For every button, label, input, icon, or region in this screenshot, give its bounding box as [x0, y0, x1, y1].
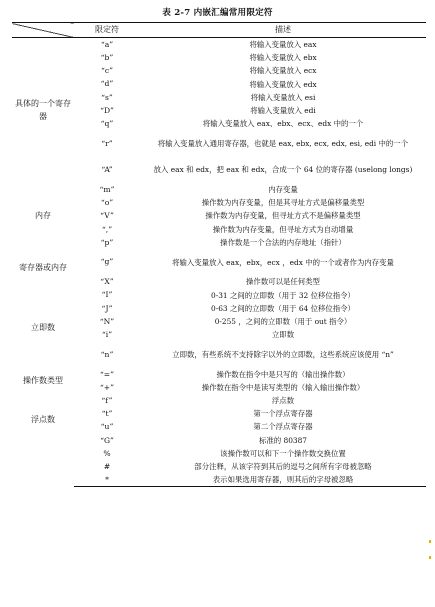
qualifier-cell: “D” — [100, 105, 114, 115]
table-row — [12, 421, 426, 434]
description-cell: 内存变量 — [268, 185, 298, 195]
qualifier-cell: “a” — [100, 39, 114, 49]
qualifier-cell: “d” — [100, 79, 114, 89]
table-row — [12, 434, 426, 447]
table-row — [12, 91, 426, 104]
description-cell: 标准的 80387 — [258, 435, 308, 445]
description-cell: 立即数 — [271, 330, 295, 340]
description-cell: 操作数是一个合法的内存地址（指针） — [220, 237, 346, 247]
qualifier-cell: # — [103, 461, 111, 471]
description-cell: 0-31 之间的立即数（用于 32 位移位指令） — [211, 290, 355, 300]
qualifier-cell: “,” — [101, 224, 113, 234]
description-cell: 将输入变量放入 eax — [249, 39, 317, 49]
qualifier-cell: “r” — [101, 138, 113, 148]
header-row — [12, 23, 426, 38]
qualifier-cell: “g” — [100, 257, 114, 267]
description-cell: 将输入变量放入通用寄存器，也就是 eax, ebx, ecx, edx, esi, edi 中的一个 — [157, 138, 409, 148]
description-cell: 部分注释，从该字符到其后的逗号之间所有字母被忽略 — [194, 462, 372, 472]
table-row — [12, 447, 426, 460]
qualifier-cell: “u” — [100, 422, 114, 432]
table-row — [12, 104, 426, 117]
description-cell: 将输入变量放入 edx — [249, 79, 317, 89]
description-cell: 将输入变量放入 ebx — [249, 53, 317, 63]
description-cell: 操作数为内存变量，但寻址方式为自动增量 — [212, 224, 354, 234]
description-cell: 0-255 ，之间的立即数（用于 out 指令） — [214, 316, 352, 326]
table-row — [12, 302, 426, 315]
qualifier-cell: “c” — [100, 66, 114, 76]
category-cell — [12, 447, 74, 487]
description-cell: 将输入变量放入 eax，ebx，ecx ，edx 中的一个或者作为内存变量 — [172, 257, 394, 267]
table-row — [12, 381, 426, 394]
description-cell: 将输入变量放入 eax、ebx、ecx、edx 中的一个 — [202, 119, 364, 129]
qualifier-cell: “p” — [100, 237, 114, 247]
qualifier-cell: “V” — [100, 211, 114, 221]
description-cell: 表示如果选用寄存器，则其后的字母被忽略 — [140, 473, 426, 487]
table-row — [12, 236, 426, 249]
qualifier-cell: * — [74, 473, 140, 487]
table-row — [12, 341, 426, 367]
description-cell: 操作数为内存变量，但寻址方式不是偏移量类型 — [205, 211, 361, 221]
qualifier-cell: “I” — [101, 290, 113, 300]
description-cell: 立即数，有些系统不支持除字以外的立即数，这些系统应该使用 “n” — [172, 349, 394, 359]
qualifier-header: 限定符 — [74, 23, 140, 38]
description-cell: 操作数可以是任何类型 — [246, 277, 320, 287]
edge-mark — [429, 556, 431, 559]
qualifier-cell: “i” — [101, 330, 113, 340]
category-cell: 内存 — [35, 210, 51, 220]
description-header: 描述 — [140, 23, 426, 38]
description-cell: 0-63 之间的立即数（用于 64 位移位指令） — [211, 303, 355, 313]
table-row — [12, 473, 426, 487]
qualifier-cell: “q” — [100, 118, 114, 128]
table-row — [12, 275, 426, 288]
description-cell: 放入 eax 和 edx，把 eax 和 edx，合成一个 64 位的寄存器 (uselong longs) — [153, 165, 413, 175]
qualifier-cell: “=” — [99, 369, 115, 379]
corner-header-cell — [12, 23, 74, 38]
description-cell: 第二个浮点寄存器 — [253, 422, 313, 432]
table-row — [12, 223, 426, 236]
qualifier-cell: “J” — [101, 303, 113, 313]
description-cell: 浮点数 — [271, 396, 295, 406]
qualifier-cell: “b” — [100, 53, 114, 63]
description-cell: 第一个浮点寄存器 — [253, 409, 313, 419]
table-row — [12, 78, 426, 91]
category-cell: 浮点数 — [31, 415, 55, 425]
description-cell: 将输入变量放入 edi — [250, 105, 316, 115]
table-row — [12, 394, 426, 407]
category-cell: 寄存器或内存 — [19, 263, 67, 273]
table-row — [12, 51, 426, 64]
table-body — [12, 38, 426, 487]
table-row — [12, 289, 426, 302]
qualifier-cell: “o” — [100, 198, 114, 208]
category-cell: 立即数 — [31, 322, 55, 332]
qualifier-cell: “X” — [100, 277, 114, 287]
qualifier-cell: “s” — [101, 92, 113, 102]
category-cell: 操作数类型 — [23, 375, 63, 385]
qualifier-cell: “n” — [100, 349, 114, 359]
table-row — [12, 368, 426, 381]
description-cell: 该操作数可以和下一个操作数交换位置 — [220, 448, 346, 458]
table-row — [12, 249, 426, 275]
table-row — [12, 130, 426, 156]
category-cell: 具体的一个寄存器 — [15, 98, 71, 121]
edge-mark — [429, 540, 431, 543]
description-cell: 操作数在指令中是读写类型的（输入输出操作数） — [201, 382, 365, 392]
table-title: 表 2-7 内嵌汇编常用限定符 — [162, 8, 273, 18]
table-row — [12, 117, 426, 130]
table-row — [12, 460, 426, 473]
table-row — [12, 196, 426, 209]
qualifier-table — [12, 22, 426, 487]
qualifier-cell: “+” — [99, 382, 115, 392]
qualifier-cell: % — [103, 448, 111, 458]
qualifier-cell: “G” — [100, 435, 114, 445]
table-row — [12, 315, 426, 328]
qualifier-cell: “f” — [101, 395, 113, 405]
table-row — [12, 157, 426, 183]
table-row — [12, 209, 426, 222]
qualifier-cell: “N” — [99, 316, 115, 326]
qualifier-cell: “A” — [101, 165, 113, 175]
table-row — [12, 328, 426, 341]
description-cell: 将输入变量放入 ecx — [249, 66, 317, 76]
description-cell: 将输入变量放入 esi — [250, 92, 316, 102]
description-cell: 操作数在指令中是只写的（输出操作数） — [216, 369, 350, 379]
qualifier-cell: “t” — [101, 409, 113, 419]
qualifier-cell: “m” — [99, 184, 115, 194]
table-row — [12, 64, 426, 77]
table-row — [12, 38, 426, 52]
table-row — [12, 407, 426, 420]
table-row — [12, 183, 426, 196]
description-cell: 操作数为内存变量，但是其寻址方式是偏移量类型 — [201, 198, 365, 208]
